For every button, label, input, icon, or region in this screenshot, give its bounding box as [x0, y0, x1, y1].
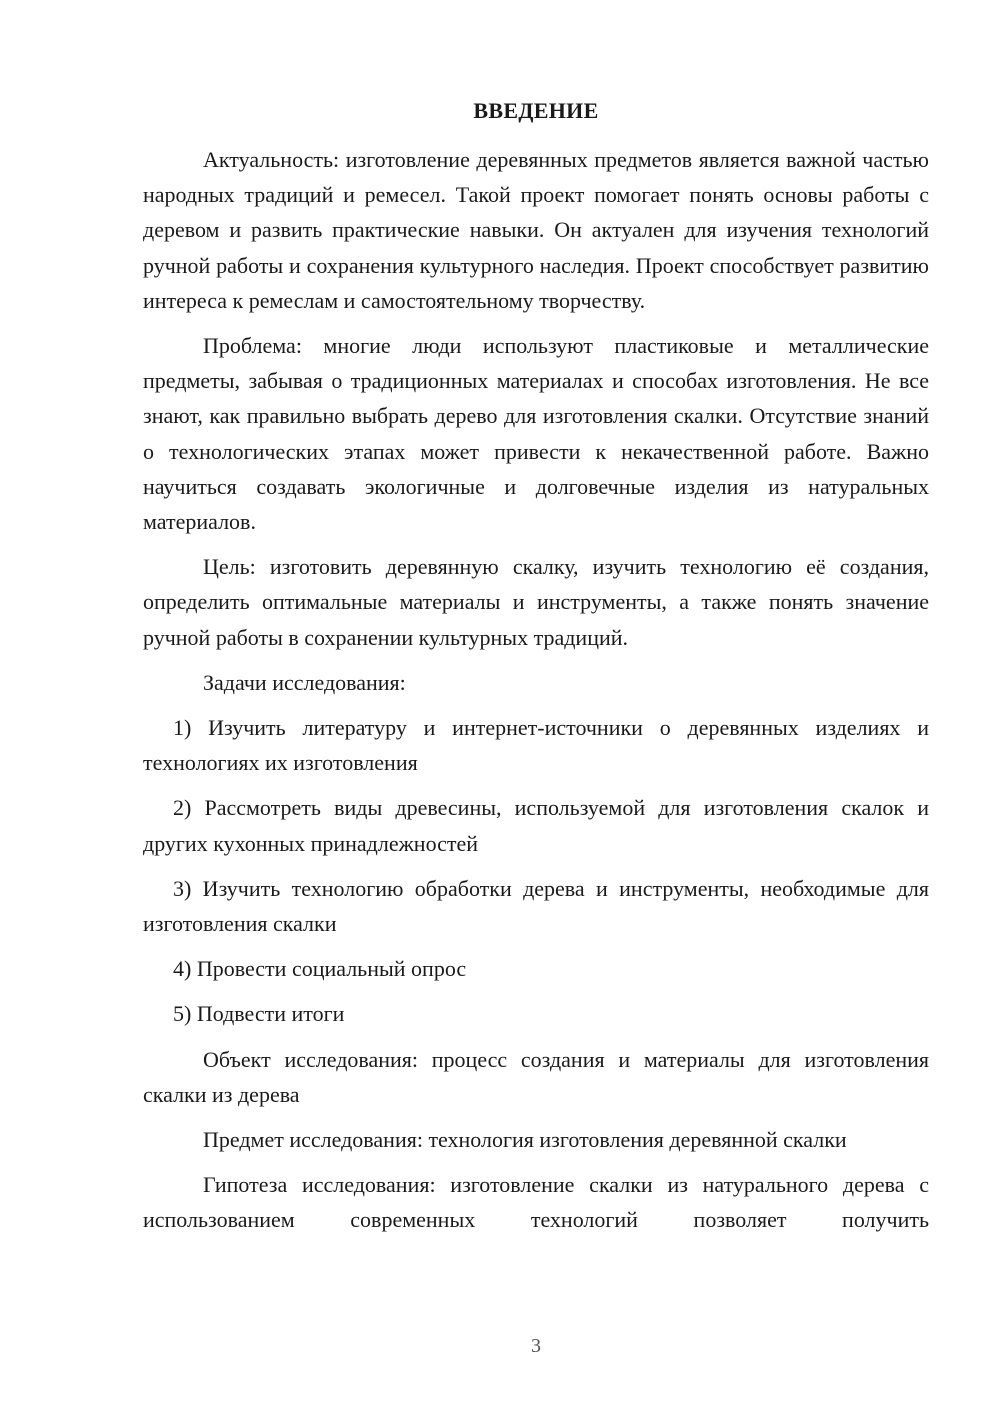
document-body: [143, 142, 929, 1238]
task-item-3: 3) Изучить технологию обработки дерева и инструменты, необходимые для изготовления скалки: [143, 875, 929, 937]
hypothesis-paragraph: Гипотеза исследования: изготовление скалки из натурального дерева с использованием современных технологий позволяет получить: [143, 1172, 929, 1233]
object-paragraph: Объект исследования: процесс создания и материалы для изготовления скалки из дерева: [143, 1046, 929, 1107]
task-item-4: 4) Провести социальный опрос: [173, 956, 467, 982]
subject-paragraph: Предмет исследования: технология изготовления деревянной скалки: [203, 1127, 847, 1153]
page-number: 3: [531, 1335, 541, 1357]
tasks-heading: Задачи исследования:: [203, 669, 406, 695]
goal-paragraph: Цель: изготовить деревянную скалку, изучить технологию её создания, определить оптимальные материалы и инструменты, а также понять значение ручной работы в сохранении культурных традиций.: [143, 554, 929, 650]
document-page: [143, 0, 929, 1414]
problem-paragraph: Проблема: многие люди используют пластиковые и металлические предметы, забывая о традиционных материалах и способах изготовления. Не все знают, как правильно выбрать дерево для изготовления скалки. Отсутствие знаний о технологических этапах может привести к некачественной работе. Важно научиться создавать экологичные и долговечные изделия из натуральных материалов.: [143, 333, 929, 535]
relevance-paragraph: Актуальность: изготовление деревянных предметов является важной частью народных традиций и ремесел. Такой проект помогает понять основы работы с деревом и развить практические навыки. Он актуален для изучения технологий ручной работы и сохранения культурного наследия. Проект способствует развитию интереса к ремеслам и самостоятельному творчеству.: [143, 147, 929, 313]
task-item-2: 2) Рассмотреть виды древесины, используемой для изготовления скалок и других кухонных принадлежностей: [143, 795, 929, 856]
page-title: ВВЕДЕНИЕ: [473, 98, 599, 123]
task-item-5: 5) Подвести итоги: [173, 1001, 345, 1027]
task-item-1: 1) Изучить литературу и интернет-источники о деревянных изделиях и технологиях их изготовления: [143, 715, 929, 776]
